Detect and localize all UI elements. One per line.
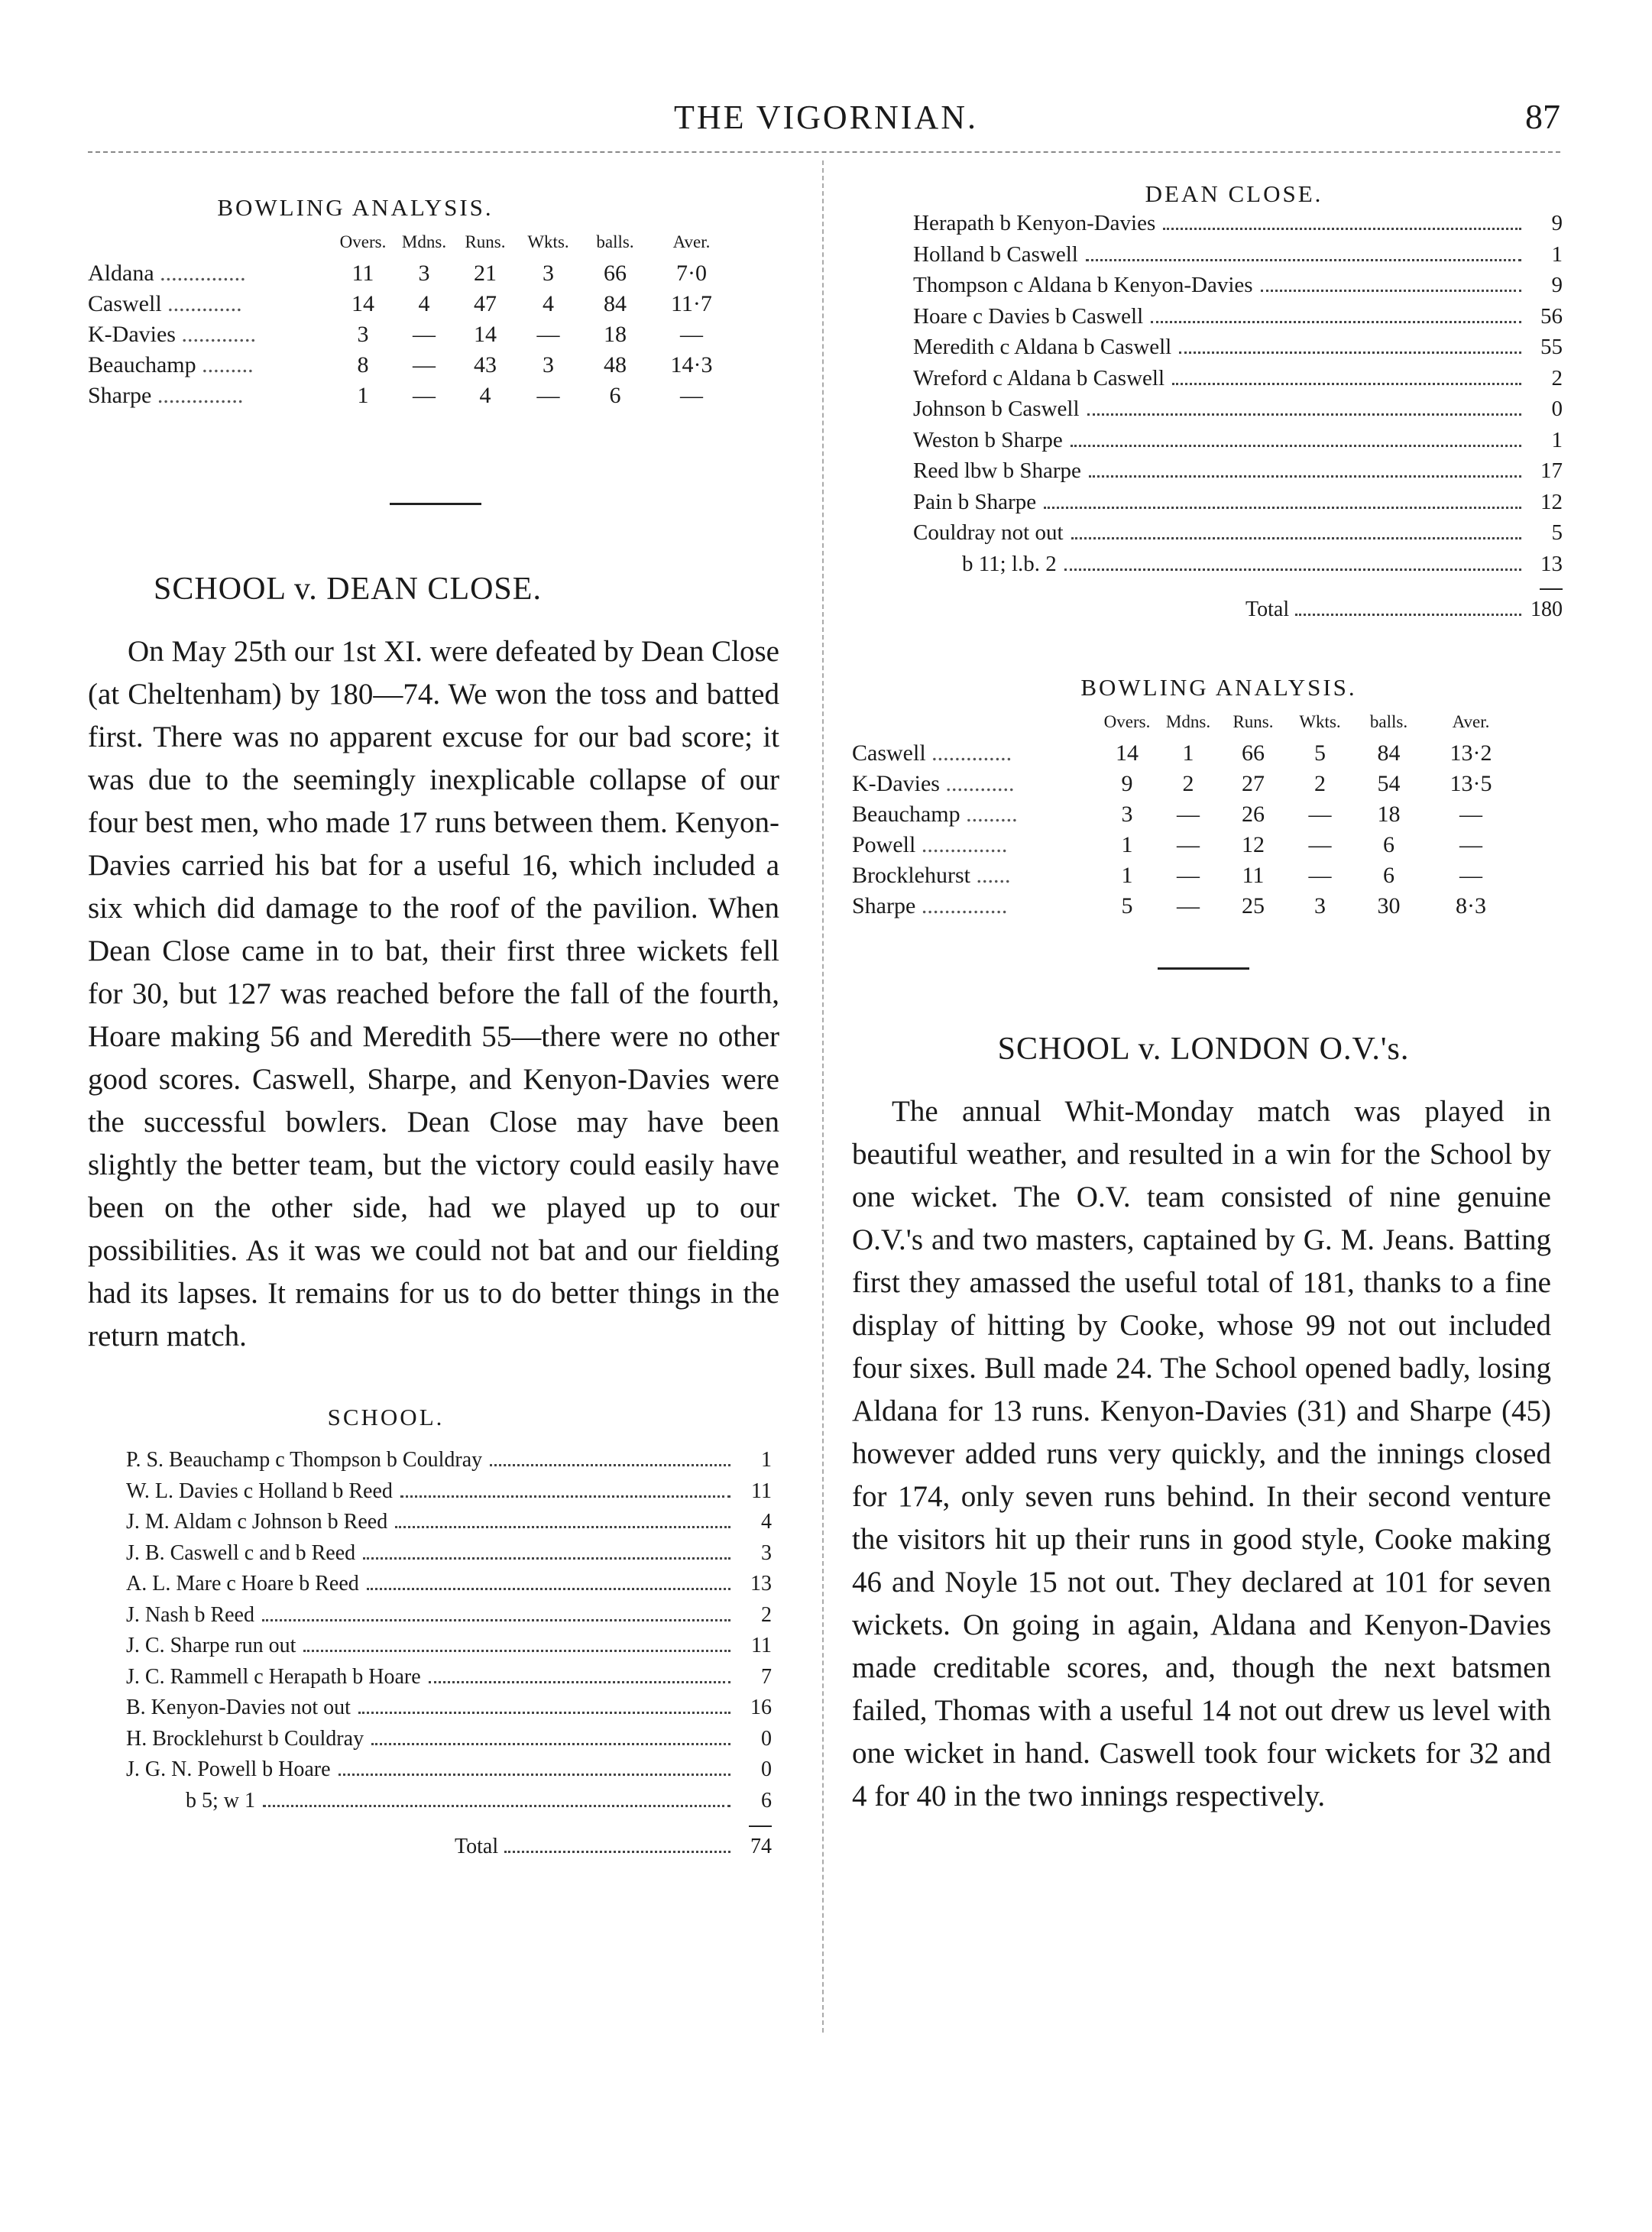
batsman-dismissal: Johnson b Caswell: [913, 397, 1080, 421]
runs-cell: 47: [474, 291, 497, 316]
wickets-cell: 4: [543, 291, 554, 316]
wickets-cell: —: [1308, 802, 1332, 827]
article-dean-close-title: SCHOOL v. DEAN CLOSE.: [154, 572, 542, 607]
column-header: Overs.: [1103, 712, 1151, 731]
runs-cell: 14: [474, 322, 497, 347]
runs-cell: 25: [1242, 893, 1265, 918]
bowler-name: K-Davies: [88, 322, 176, 347]
batsman-dismissal: Reed lbw b Sharpe: [913, 458, 1081, 483]
wickets-cell: 3: [543, 261, 554, 286]
section-rule: [1158, 967, 1249, 970]
average-cell: —: [1459, 802, 1482, 827]
wickets-cell: 2: [1314, 771, 1326, 796]
batsman-dismissal: H. Brocklehurst b Couldray: [126, 1726, 364, 1751]
list-item: [913, 335, 1563, 366]
list-item: [126, 1510, 772, 1541]
list-item: [126, 1665, 772, 1696]
runs-value: 13: [1540, 551, 1563, 576]
column-header: Wkts.: [527, 232, 569, 251]
runs-value: 6: [761, 1788, 772, 1812]
batsman-dismissal: J. M. Aldam c Johnson b Reed: [126, 1510, 388, 1534]
batsman-dismissal: J. C. Sharpe run out: [126, 1634, 296, 1657]
maidens-cell: 3: [418, 261, 430, 286]
overs-cell: 11: [351, 261, 374, 286]
runs-cell: 12: [1242, 832, 1265, 857]
column-header: Aver.: [672, 232, 711, 251]
batsman-dismissal: Hoare c Davies b Caswell: [913, 303, 1144, 329]
article-dean-close-body: On May 25th our 1st XI. were defeated by Dean Close (at Cheltenham) by 180—74. We won the toss and batted first. There was no apparent excuse for our bad score; it was due to the seemingly inexplicable collapse of our four best men, who made 17 runs between them. Kenyon-Davies carried his bat for a useful 16, which included a six which did damage to the roof of the pavilion. When Dean Close came in to bat, their first three wickets fell for 30, but 127 was reached before the fall of the fourth, Hoare making 56 and Meredith 55—there were no other good scores. Caswell, Sharpe, and Kenyon-Davies were the successful bowlers. Dean Close may have been slightly the better team, but the victory could easily have been on the other side, had we played up to our possibilities. As it was we could not bat and our fielding had its lapses. It remains for us to do better things in the return match.: [88, 635, 779, 1352]
maidens-cell: 2: [1182, 771, 1194, 796]
balls-cell: 48: [604, 352, 627, 377]
section-rule: [390, 503, 481, 505]
runs-value: 16: [750, 1696, 772, 1719]
wickets-cell: —: [1308, 863, 1332, 888]
table-row: K-Davies ............ 9 2 27 2 54 13·5: [852, 769, 1517, 799]
runs-value: 2: [1551, 365, 1563, 390]
overs-cell: 14: [1116, 740, 1139, 766]
bowler-name: Aldana: [88, 261, 154, 286]
page-header-title: THE VIGORNIAN.: [673, 99, 979, 136]
list-item: [126, 1603, 772, 1634]
list-item: [913, 520, 1563, 552]
list-item: [913, 397, 1563, 428]
balls-cell: 18: [1377, 802, 1401, 827]
column-header: Mdns.: [401, 232, 447, 251]
dean-close-innings-heading: DEAN CLOSE.: [1145, 180, 1323, 207]
balls-cell: 6: [1383, 863, 1394, 888]
runs-cell: 43: [474, 352, 497, 377]
bowler-name: Beauchamp: [88, 352, 196, 377]
bowler-name: Sharpe: [852, 893, 916, 918]
maidens-cell: —: [1177, 802, 1200, 827]
runs-cell: 21: [474, 261, 497, 286]
maidens-cell: 4: [418, 291, 430, 316]
list-item: [126, 1727, 772, 1758]
bowling-analysis-2-heading: BOWLING ANALYSIS.: [1080, 674, 1357, 701]
batsman-dismissal: Thompson c Aldana b Kenyon-Davies: [913, 273, 1253, 297]
table-row: Beauchamp ......... 3 — 26 — 18 —: [852, 799, 1517, 830]
balls-cell: 30: [1377, 893, 1401, 918]
extras-row: [126, 1789, 772, 1820]
overs-cell: 1: [357, 383, 369, 408]
bowling-table-1-header: [88, 232, 734, 258]
overs-cell: 3: [1121, 802, 1133, 827]
table-row: Caswell .............. 14 1 66 5 84 13·2: [852, 738, 1517, 769]
article-london-ovs-body: The annual Whit-Monday match was played in beautiful weather, and resulted in a win for the School by one wicket. The O.V. team consisted of nine genuine O.V.'s and two masters, captained by G. M. Jeans. Batting first they amassed the useful total of 181, thanks to a fine display of hitting by Cooke, whose 99 not out included four sixes. Bull made 24. The School opened badly, losing Aldana for 13 runs. Kenyon-Davies (31) and Sharpe (45) however added runs very quickly, and the innings closed for 174, only seven runs behind. In their second venture the visitors hit up their runs in good style, Cooke making 46 and Noyle 15 not out. They declared at 101 for seven wickets. On going in again, Aldana and Kenyon-Davies made creditable scores, and, though the next batsmen failed, Thomas with a useful 14 not out drew us level with one wicket in hand. Caswell took four wickets for 32 and 4 for 40 in the two innings respectively.: [852, 1095, 1551, 1812]
runs-value: 11: [751, 1634, 772, 1657]
bowling-analysis-1: [88, 194, 779, 411]
overs-cell: 14: [351, 291, 374, 316]
average-cell: —: [1459, 832, 1482, 857]
bowler-name: Caswell: [88, 291, 162, 316]
wickets-cell: —: [536, 322, 560, 347]
column-header: balls.: [1369, 712, 1408, 731]
table-row: Caswell ............. 14 4 47 4 84 11·7: [88, 289, 734, 319]
table-row: Sharpe ............... 1 — 4 — 6 —: [88, 381, 734, 411]
batsman-dismissal: Couldray not out: [913, 520, 1064, 545]
average-cell: —: [1459, 863, 1482, 888]
list-item: [913, 211, 1563, 242]
article-london-ovs-title: SCHOOL v. LONDON O.V.'s.: [997, 1032, 1410, 1067]
school-batting-list: [126, 1448, 772, 1865]
dean-close-innings: [913, 180, 1563, 628]
runs-value: 9: [1551, 273, 1563, 297]
bowling-table-1: [88, 232, 734, 411]
list-item: [913, 304, 1563, 335]
list-item: [913, 242, 1563, 274]
table-row: Powell ............... 1 — 12 — 6 —: [852, 830, 1517, 860]
bowler-name: Powell: [852, 832, 916, 857]
average-cell: 14·3: [670, 352, 713, 377]
column-header: Overs.: [339, 232, 387, 251]
list-item: [913, 366, 1563, 397]
column-header: Mdns.: [1165, 712, 1211, 731]
batsman-dismissal: A. L. Mare c Hoare b Reed: [126, 1572, 359, 1595]
list-item: [913, 458, 1563, 490]
runs-value: 1: [1551, 427, 1563, 452]
runs-value: 7: [761, 1664, 772, 1689]
runs-value: 4: [761, 1510, 772, 1534]
overs-cell: 8: [357, 352, 369, 377]
list-item: [126, 1696, 772, 1727]
overs-cell: 5: [1121, 893, 1133, 918]
runs-cell: 11: [1242, 863, 1265, 888]
average-cell: 8·3: [1456, 893, 1486, 918]
runs-cell: 4: [479, 383, 491, 408]
bowler-name: Sharpe: [88, 383, 152, 408]
bowling-table-2-header: [852, 712, 1517, 738]
runs-cell: 27: [1242, 771, 1265, 796]
list-item: [913, 273, 1563, 304]
maidens-cell: —: [413, 383, 436, 408]
maidens-cell: —: [1177, 893, 1200, 918]
bowling-analysis-1-heading: BOWLING ANALYSIS.: [217, 194, 494, 221]
left-column: [88, 176, 779, 1865]
average-cell: 7·0: [676, 261, 707, 286]
table-row: Sharpe ............... 5 — 25 3 30 8·3: [852, 891, 1517, 922]
table-row: Brocklehurst ...... 1 — 11 — 6 —: [852, 860, 1517, 891]
bowler-name: K-Davies: [852, 771, 940, 796]
maidens-cell: —: [413, 352, 436, 377]
overs-cell: 1: [1121, 863, 1133, 888]
batsman-dismissal: B. Kenyon-Davies not out: [126, 1696, 351, 1719]
column-divider: [822, 160, 824, 2033]
runs-value: 5: [1551, 520, 1563, 545]
runs-value: 1: [761, 1448, 772, 1472]
runs-value: 55: [1540, 335, 1563, 359]
total-row: [1245, 598, 1563, 628]
batsman-dismissal: W. L. Davies c Holland b Reed: [126, 1479, 393, 1503]
balls-cell: 6: [1383, 832, 1394, 857]
total-label: Total: [1245, 598, 1290, 621]
wickets-cell: 3: [1314, 893, 1326, 918]
batsman-dismissal: J. C. Rammell c Herapath b Hoare: [126, 1664, 421, 1689]
batsman-dismissal: Herapath b Kenyon-Davies: [913, 211, 1156, 235]
list-item: [913, 428, 1563, 459]
average-cell: 11·7: [671, 291, 712, 316]
extras-label: b 11; l.b. 2: [962, 551, 1057, 576]
runs-value: 0: [761, 1726, 772, 1751]
wickets-cell: 3: [543, 352, 554, 377]
batsman-dismissal: Holland b Caswell: [913, 241, 1078, 267]
column-header: Wkts.: [1299, 712, 1341, 731]
header-rule: [88, 151, 1560, 153]
bowler-name: Beauchamp: [852, 802, 960, 827]
batsman-dismissal: J. B. Caswell c and b Reed: [126, 1540, 356, 1565]
runs-value: 9: [1551, 211, 1563, 235]
bowler-name: Caswell: [852, 740, 926, 766]
school-innings: [126, 1404, 810, 1865]
column-header: balls.: [596, 232, 634, 251]
balls-cell: 84: [604, 291, 627, 316]
list-item: [913, 490, 1563, 521]
column-header: Aver.: [1452, 712, 1490, 731]
table-row: Aldana ............... 11 3 21 3 66 7·0: [88, 258, 734, 289]
table-row: Beauchamp ......... 8 — 43 3 48 14·3: [88, 350, 734, 381]
batsman-dismissal: Wreford c Aldana b Caswell: [913, 365, 1164, 390]
list-item: [126, 1479, 772, 1511]
average-cell: 13·2: [1450, 740, 1492, 766]
batsman-dismissal: Meredith c Aldana b Caswell: [913, 335, 1172, 359]
runs-value: 12: [1540, 489, 1563, 514]
runs-value: 1: [1551, 241, 1563, 267]
maidens-cell: —: [1177, 863, 1200, 888]
balls-cell: 84: [1377, 740, 1401, 766]
batsman-dismissal: Pain b Sharpe: [913, 489, 1037, 514]
total-value: 180: [1531, 598, 1563, 621]
total-row: [455, 1835, 772, 1865]
bowler-name: Brocklehurst: [852, 863, 970, 888]
column-header: Runs.: [1233, 712, 1274, 731]
runs-value: 17: [1540, 458, 1563, 483]
runs-value: 0: [761, 1757, 772, 1781]
list-item: [126, 1572, 772, 1603]
total-rule: [126, 1819, 772, 1835]
wickets-cell: 5: [1314, 740, 1326, 766]
batsman-dismissal: J. Nash b Reed: [126, 1602, 254, 1627]
bowling-analysis-2: [852, 674, 1563, 922]
list-item: [126, 1634, 772, 1665]
extras-row: [913, 552, 1563, 583]
runs-value: 2: [761, 1602, 772, 1627]
runs-value: 56: [1540, 303, 1563, 329]
total-value: 74: [750, 1835, 772, 1858]
runs-cell: 26: [1242, 802, 1265, 827]
list-item: [126, 1448, 772, 1479]
balls-cell: 54: [1377, 771, 1401, 796]
balls-cell: 66: [604, 261, 627, 286]
average-cell: —: [680, 322, 703, 347]
maidens-cell: —: [413, 322, 436, 347]
extras-label: b 5; w 1: [186, 1788, 255, 1812]
right-column: [852, 176, 1563, 1818]
overs-cell: 3: [357, 322, 369, 347]
runs-value: 11: [751, 1479, 772, 1503]
dean-close-batting-list: [913, 211, 1563, 628]
total-rule: [913, 582, 1563, 598]
column-header: Runs.: [465, 232, 506, 251]
bowling-table-2: [852, 712, 1517, 922]
wickets-cell: —: [1308, 832, 1332, 857]
batsman-dismissal: P. S. Beauchamp c Thompson b Couldray: [126, 1448, 483, 1472]
runs-value: 3: [761, 1540, 772, 1565]
wickets-cell: —: [536, 383, 560, 408]
runs-value: 13: [750, 1572, 772, 1595]
runs-value: 0: [1551, 397, 1563, 421]
table-row: K-Davies ............. 3 — 14 — 18 —: [88, 319, 734, 350]
overs-cell: 1: [1121, 832, 1133, 857]
maidens-cell: —: [1177, 832, 1200, 857]
overs-cell: 9: [1121, 771, 1133, 796]
page-number: 87: [1525, 97, 1560, 136]
balls-cell: 18: [604, 322, 627, 347]
maidens-cell: 1: [1182, 740, 1194, 766]
total-label: Total: [455, 1835, 499, 1858]
balls-cell: 6: [609, 383, 621, 408]
batsman-dismissal: Weston b Sharpe: [913, 427, 1063, 452]
runs-cell: 66: [1242, 740, 1265, 766]
list-item: [126, 1757, 772, 1789]
list-item: [126, 1541, 772, 1573]
school-innings-heading: SCHOOL.: [327, 1404, 445, 1430]
batsman-dismissal: J. G. N. Powell b Hoare: [126, 1757, 331, 1781]
average-cell: —: [680, 383, 703, 408]
average-cell: 13·5: [1450, 771, 1492, 796]
